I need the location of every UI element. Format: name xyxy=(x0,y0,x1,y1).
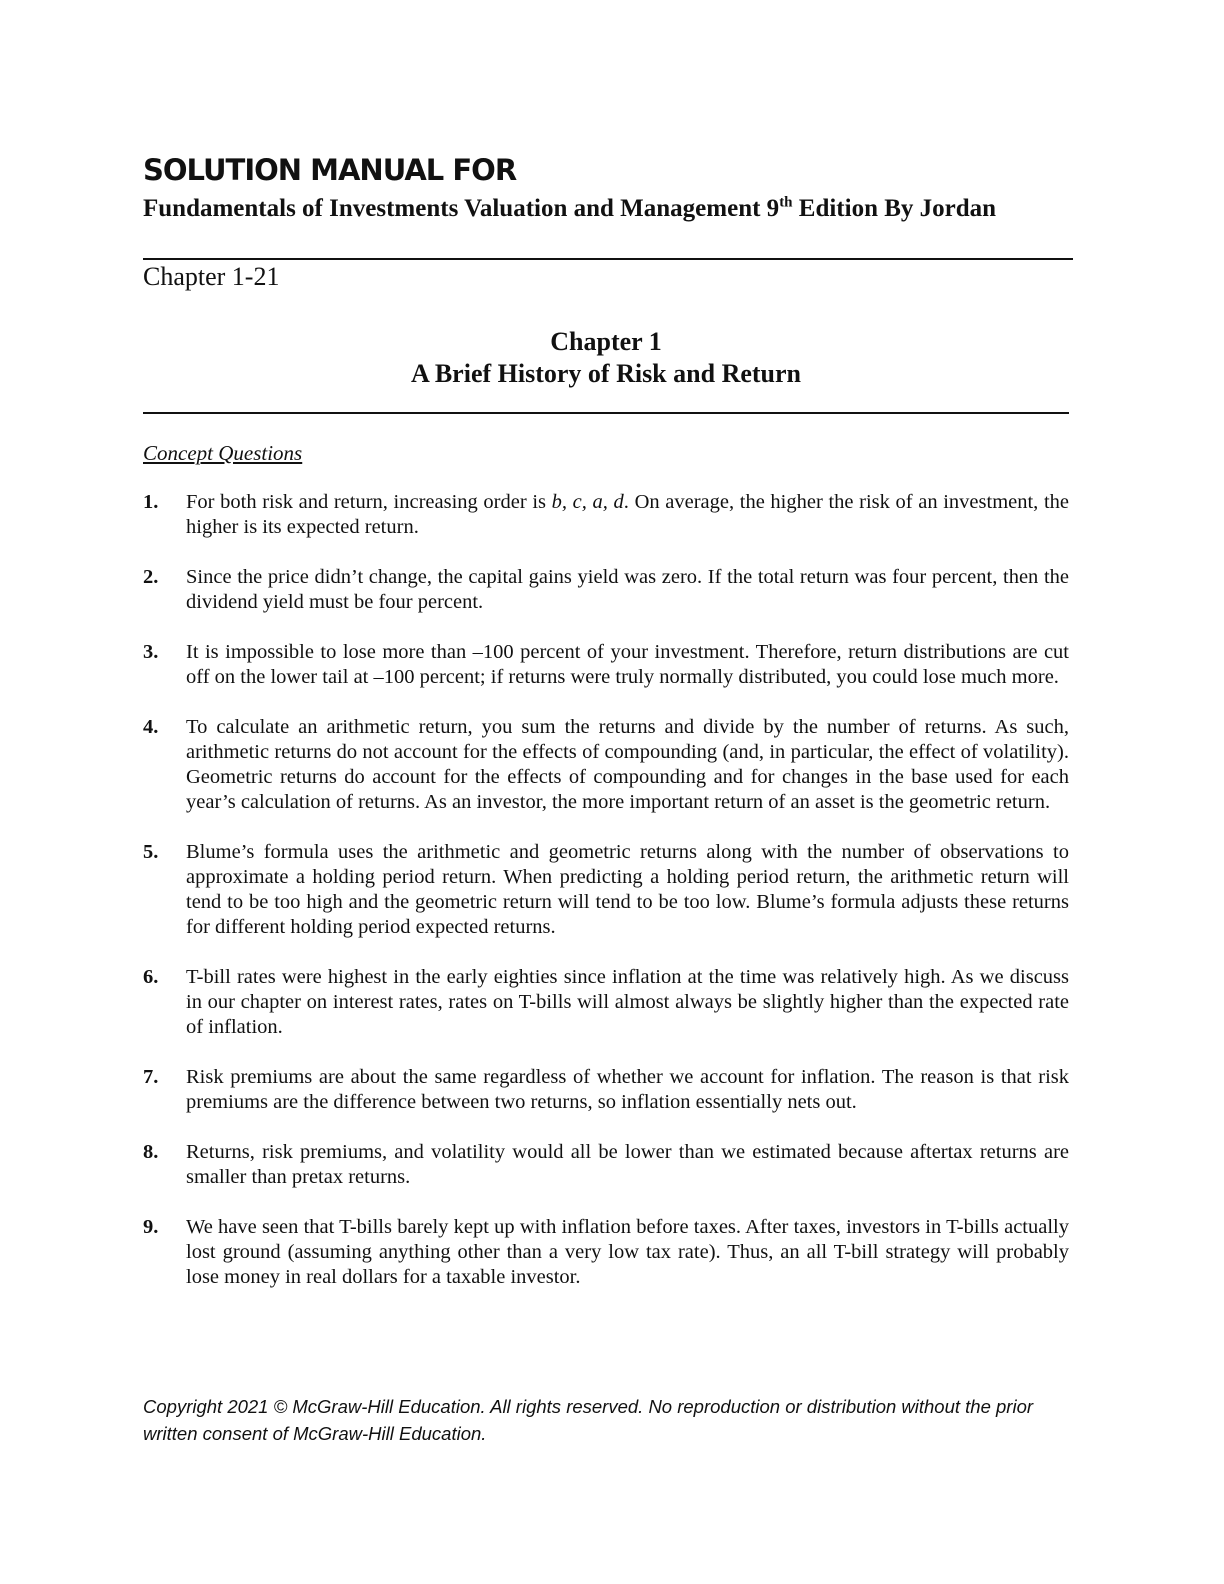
answer-text: Risk premiums are about the same regardless of whether we account for inflation. The reason is that risk premiums are the difference between two returns, so inflation essentially nets out. xyxy=(186,1066,1069,1113)
edition-superscript: th xyxy=(779,194,793,211)
answer-item xyxy=(143,640,1069,690)
answer-text-lead: For both risk and return, increasing order is xyxy=(186,491,552,513)
answer-item xyxy=(143,1215,1069,1290)
answer-item xyxy=(143,490,1069,540)
chapter-number: Chapter 1 xyxy=(550,327,662,356)
answer-item xyxy=(143,715,1069,815)
answer-text xyxy=(186,491,1069,538)
answer-text: Returns, risk premiums, and volatility would all be lower than we estimated because aftertax returns are smaller than pretax returns. xyxy=(186,1141,1069,1188)
answer-text: T-bill rates were highest in the early eighties since inflation at the time was relatively high. As we discuss in our chapter on interest rates, rates on T-bills will almost always be slightly higher than the expected rate of inflation. xyxy=(186,966,1069,1038)
section-label: Concept Questions xyxy=(143,441,303,465)
chapter-divider xyxy=(143,412,1069,414)
answer-text: Blume’s formula uses the arithmetic and geometric returns along with the number of observations to approximate a holding period return. When predicting a holding period return, the arithmetic return will tend to be too high and the geometric return will tend to be too low. Blume’s formula adjusts these returns for different holding period expected returns. xyxy=(186,841,1069,938)
answer-item xyxy=(143,1065,1069,1115)
answer-number: 2. xyxy=(143,566,159,588)
answer-item xyxy=(143,965,1069,1040)
answer-number: 5. xyxy=(143,841,159,863)
book-title xyxy=(143,193,1073,224)
answer-item xyxy=(143,565,1069,615)
answer-number: 9. xyxy=(143,1216,159,1238)
answer-number: 7. xyxy=(143,1066,159,1088)
answer-text-tail: . On average, the higher the risk of an investment, the higher is its expected return. xyxy=(186,491,1069,538)
manual-title: SOLUTION MANUAL FOR xyxy=(143,153,517,187)
answer-text: We have seen that T-bills barely kept up with inflation before taxes. After taxes, investors in T-bills actually lost ground (assuming anything other than a very low tax rate). Thus, an all T-bill strategy will probably lose money in real dollars for a taxable investor. xyxy=(186,1216,1069,1288)
chapter-heading xyxy=(143,326,1069,390)
header-divider xyxy=(143,258,1073,260)
answer-item xyxy=(143,1140,1069,1190)
answer-number: 6. xyxy=(143,966,159,988)
answer-text: To calculate an arithmetic return, you sum the returns and divide by the number of returns. As such, arithmetic returns do not account for the effects of compounding (and, in particular, the effect of volatility). Geometric returns do account for the effects of compounding and for changes in the base used for each year’s calculation of returns. As an investor, the more important return of an asset is the geometric return. xyxy=(186,716,1069,813)
answer-list xyxy=(143,490,1069,1315)
answer-text: Since the price didn’t change, the capital gains yield was zero. If the total return was four percent, then the dividend yield must be four percent. xyxy=(186,566,1069,613)
answer-text-emphasis: b, c, a, d xyxy=(551,491,624,513)
copyright-notice: Copyright 2021 © McGraw-Hill Education. All rights reserved. No reproduction or distribution without the prior written consent of McGraw-Hill Education. xyxy=(143,1396,1034,1444)
answer-text: It is impossible to lose more than –100 percent of your investment. Therefore, return distributions are cut off on the lower tail at –100 percent; if returns were truly normally distributed, you could lose much more. xyxy=(186,641,1069,688)
chapter-title: A Brief History of Risk and Return xyxy=(411,359,801,388)
answer-number: 8. xyxy=(143,1141,159,1163)
book-title-main: Fundamentals of Investments Valuation and Management 9 xyxy=(143,195,780,222)
answer-item xyxy=(143,840,1069,940)
answer-number: 1. xyxy=(143,491,159,513)
answer-number: 4. xyxy=(143,716,159,738)
chapter-range: Chapter 1-21 xyxy=(143,262,280,291)
answer-number: 3. xyxy=(143,641,159,663)
book-title-author: Edition By Jordan xyxy=(792,195,997,222)
